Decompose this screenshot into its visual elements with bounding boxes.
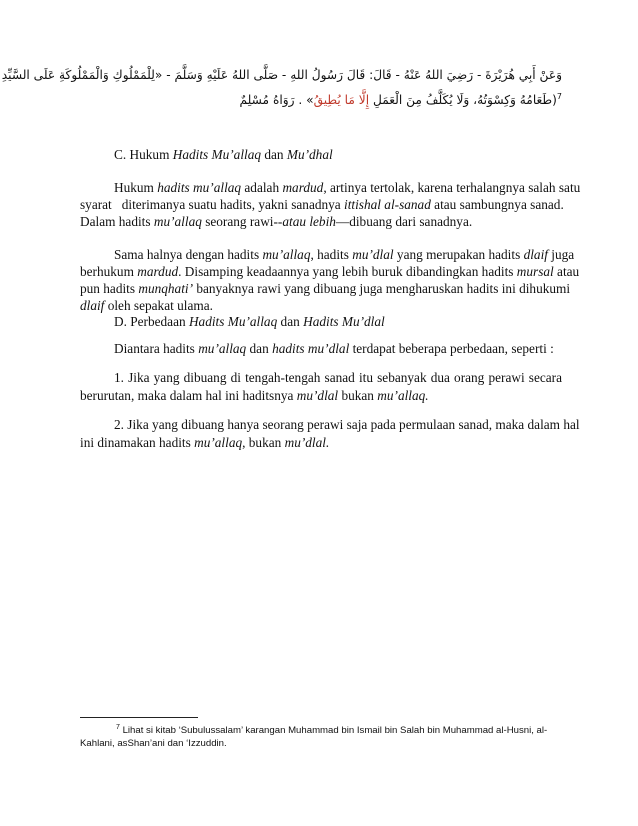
- term: mu’allaq: [262, 247, 311, 262]
- paragraph-2-line-4: [80, 298, 562, 314]
- term: dlaif: [523, 247, 548, 262]
- section-d-heading: [80, 314, 562, 330]
- footnote-text: Kahlani, asShan’ani dan ‘Izzuddin.: [80, 738, 227, 749]
- paragraph-3: [80, 341, 562, 357]
- text: juga: [547, 247, 575, 262]
- term: atau lebih: [282, 214, 336, 229]
- paragraph-2-line-3: [80, 281, 571, 297]
- text: berurutan, maka dalam hal ini haditsnya: [80, 388, 297, 403]
- hadith-line-2: [80, 88, 562, 109]
- text: Sama halnya dengan hadits: [114, 247, 263, 262]
- text: Diantara hadits: [114, 341, 199, 356]
- footnote-text: Lihat si kitab ‘Subulussalam’ karangan Muhammad bin Ismail bin Salah bin Muhammad al-Husni, al-: [119, 725, 548, 737]
- paragraph-1-line-1: [80, 180, 581, 196]
- heading-text: C. Hukum: [114, 147, 173, 162]
- text: 1. Jika yang dibuang di tengah-tengah sanad itu sebanyak dua orang perawi secara: [114, 370, 562, 385]
- term: mardud: [137, 264, 179, 279]
- paragraph-1-line-2: [80, 197, 562, 213]
- paragraph-4-line-2: [80, 388, 562, 404]
- text: dan: [246, 341, 273, 356]
- hadith-line-1: [1, 66, 562, 84]
- text: syarat diterimanya suatu hadits, yakni sanadnya: [80, 197, 345, 212]
- paragraph-5-line-1: [80, 417, 580, 433]
- term: mu’allaq: [153, 214, 202, 229]
- text: banyaknya rawi yang dibuang juga mengharuskan hadits ini dihukumi: [193, 281, 571, 296]
- term: mu’dlal.: [284, 435, 330, 450]
- term: hadits mu’allaq: [157, 180, 242, 195]
- heading-text: dan: [277, 314, 304, 329]
- footnote-marker: 7: [556, 92, 562, 101]
- text: atau sambungnya sanad.: [430, 197, 564, 212]
- term: mu’allaq.: [377, 388, 429, 403]
- paragraph-5-line-2: [80, 435, 562, 451]
- term: mardud: [282, 180, 324, 195]
- text: yang merupakan hadits: [393, 247, 524, 262]
- text: Dalam hadits: [80, 214, 154, 229]
- heading-term: Hadits Mu’allaq: [188, 314, 278, 329]
- paragraph-2-line-2: [80, 264, 580, 280]
- footnote-number: 7: [116, 724, 120, 731]
- text: seorang rawi--: [201, 214, 283, 229]
- paragraph-1-line-3: [80, 214, 562, 230]
- text: pun hadits: [80, 281, 139, 296]
- text: oleh sepakat ulama.: [104, 298, 213, 313]
- hadith-text: طَعَامُهُ وَكِسْوَتُهُ، وَلَا يُكَلَّفُ مِنَ الْعَمَلِ: [373, 93, 553, 108]
- term: mu’dlal: [296, 388, 339, 403]
- text: 2. Jika yang dibuang hanya seorang perawi saja pada permulaan sanad, maka dalam hal: [114, 417, 580, 432]
- term: mu’allaq: [194, 435, 243, 450]
- section-c-heading: [80, 147, 562, 163]
- text: adalah: [241, 180, 283, 195]
- paragraph-2-line-1: [80, 247, 575, 263]
- heading-text: D. Perbedaan: [114, 314, 189, 329]
- text: ini dinamakan hadits: [80, 435, 195, 450]
- hadith-text: وَعَنْ أَبِي هُرَيْرَةَ - رَضِيَ اللهُ عَنْهُ - قَالَ: قَالَ رَسُولُ اللهِ - صَلَّى اللهُ عَلَيْهِ وَسَلَّمَ - «لِلْمَمْلُوكِ وَالْمَمْلُوكَةِ عَلَى السَّيِّدِ: [1, 68, 562, 82]
- text: atau: [553, 264, 580, 279]
- text: , hadits: [310, 247, 353, 262]
- text: —dibuang dari sanadnya.: [335, 214, 473, 229]
- footnote-separator: [80, 717, 198, 718]
- term: hadits mu’dlal: [272, 341, 350, 356]
- text: berhukum: [80, 264, 138, 279]
- term: mu’dlal: [352, 247, 394, 262]
- term: mursal: [516, 264, 554, 279]
- term: ittishal al-sanad: [344, 197, 431, 212]
- heading-term: Hadits Mu’dlal: [303, 314, 385, 329]
- footnote-line-2: [80, 736, 562, 751]
- heading-term: Hadits Mu’allaq: [172, 147, 262, 162]
- text: Hukum: [114, 180, 158, 195]
- hadith-paren: (: [552, 93, 557, 108]
- heading-term: Mu’dhal: [286, 147, 333, 162]
- text: terdapat beberapa perbedaan, seperti :: [349, 341, 554, 356]
- text: , bukan: [242, 435, 285, 450]
- text: bukan: [338, 388, 378, 403]
- term: dlaif: [80, 298, 105, 313]
- heading-text: dan: [261, 147, 287, 162]
- text: , artinya tertolak, karena terhalangnya salah satu: [323, 180, 581, 195]
- paragraph-4-line-1: [80, 370, 562, 386]
- hadith-source: » . رَوَاهُ مُسْلِمٌ: [239, 93, 314, 108]
- hadith-highlight: إِلَّا مَا يُطِيقُ: [313, 93, 370, 108]
- term: mu’allaq: [198, 341, 247, 356]
- text: . Disamping keadaannya yang lebih buruk dibandingkan hadits: [178, 264, 517, 279]
- term: munqhati’: [138, 281, 194, 296]
